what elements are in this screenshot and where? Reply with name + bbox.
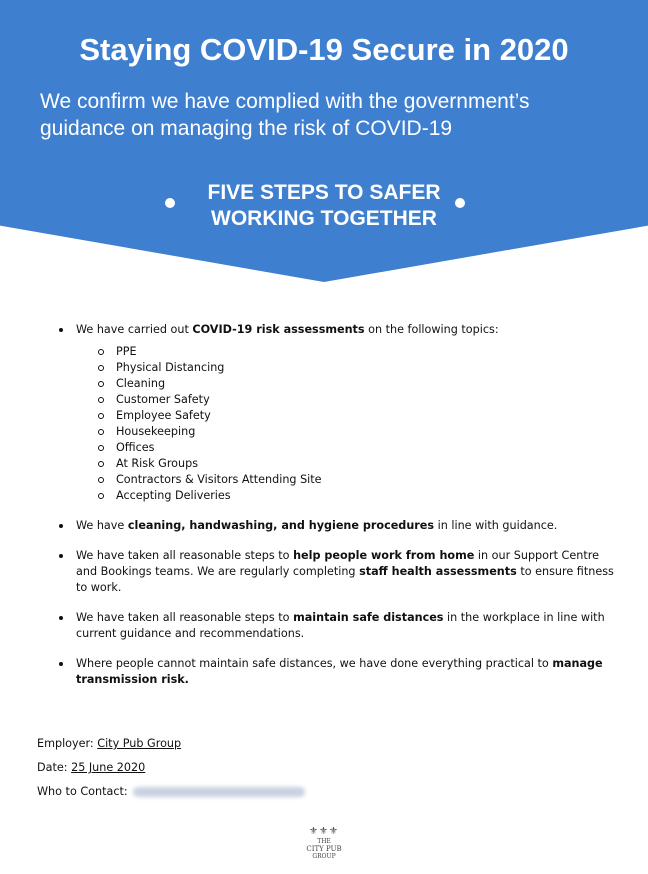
topic-item: Accepting Deliveries — [76, 488, 615, 504]
topic-item: PPE — [76, 344, 615, 360]
company-logo: ⚜⚜⚜ THE CITY PUB GROUP — [296, 826, 352, 860]
statement-list — [55, 322, 615, 702]
redacted-contact — [133, 787, 305, 797]
topic-item: At Risk Groups — [76, 456, 615, 472]
bullet-safe-distances: We have taken all reasonable steps to maintain safe distances in the workplace in line with current guidance and recommendations. — [55, 610, 615, 642]
steps-heading-line-1: FIVE STEPS TO SAFER — [207, 181, 441, 204]
right-dot-icon — [455, 198, 465, 208]
bullet-risk-assessments: We have carried out COVID-19 risk assessments on the following topics: PPE Physical Distancing Cleaning Customer Safety Employee Safety Housekeeping Offices At Risk Groups Contractors & Visitors Attending Site Accepting Deliveries — [55, 322, 615, 504]
topic-item: Cleaning — [76, 376, 615, 392]
topic-list — [76, 344, 615, 504]
date-value: 25 June 2020 — [71, 761, 146, 774]
topic-item: Housekeeping — [76, 424, 615, 440]
page-subtitle: We confirm we have complied with the government’s guidance on managing the risk of COVID-19 — [40, 90, 530, 140]
bullet-work-from-home: We have taken all reasonable steps to help people work from home in our Support Centre and Bookings teams. We are regularly completing staff health assessments to ensure fitness to work. — [55, 548, 615, 596]
bullet-transmission-risk: Where people cannot maintain safe distances, we have done everything practical to manage transmission risk. — [55, 656, 615, 688]
footer-details — [37, 736, 305, 808]
steps-heading-line-2: WORKING TOGETHER — [211, 207, 437, 230]
bullet-hygiene: We have cleaning, handwashing, and hygiene procedures in line with guidance. — [55, 518, 615, 534]
employer-line: Employer: City Pub Group — [37, 737, 182, 750]
topic-item: Customer Safety — [76, 392, 615, 408]
date-line: Date: 25 June 2020 — [37, 761, 146, 774]
topic-item: Offices — [76, 440, 615, 456]
crest-icon: ⚜⚜⚜ — [309, 826, 339, 837]
topic-item: Contractors & Visitors Attending Site — [76, 472, 615, 488]
topic-item: Employee Safety — [76, 408, 615, 424]
employer-value: City Pub Group — [97, 737, 182, 750]
steps-heading — [0, 180, 648, 232]
contact-line: Who to Contact: — [37, 784, 305, 808]
topic-item: Physical Distancing — [76, 360, 615, 376]
page-title: Staying COVID-19 Secure in 2020 — [79, 32, 569, 67]
left-dot-icon — [165, 198, 175, 208]
